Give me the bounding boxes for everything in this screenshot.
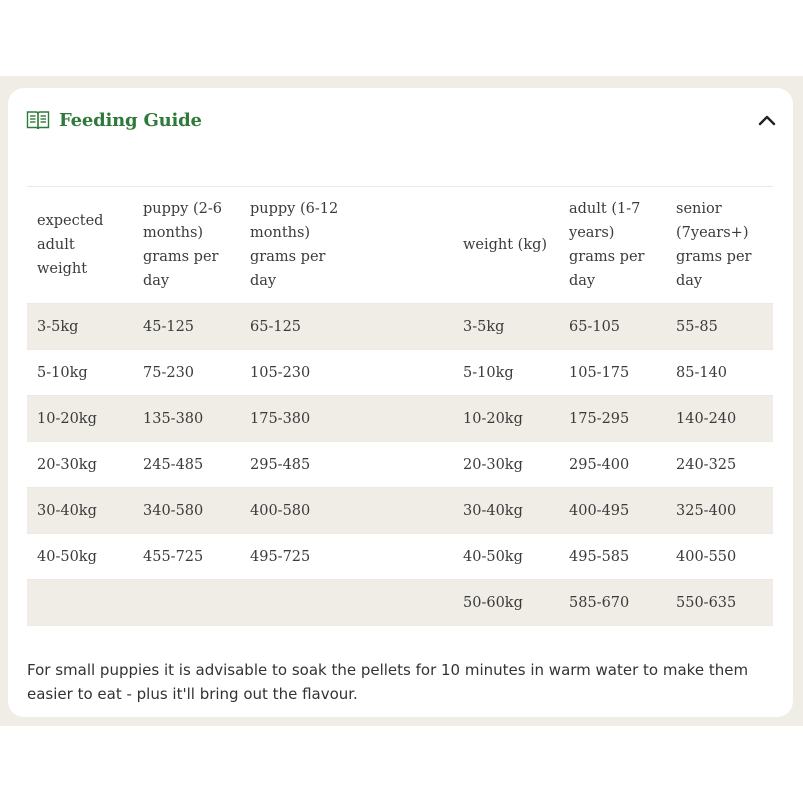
header-cell: puppy (6-12 months) grams per day [250, 201, 339, 289]
table-cell: 75-230 [143, 364, 195, 381]
open-book-icon [26, 109, 50, 131]
table-cell: 400-550 [676, 548, 737, 565]
table-row [27, 350, 773, 396]
table-cell: 105-175 [569, 364, 630, 381]
table-row [27, 396, 773, 442]
table-row [27, 304, 773, 350]
section-title: Feeding Guide [59, 109, 202, 131]
table-row [27, 488, 773, 534]
chevron-up-icon[interactable] [756, 109, 778, 131]
table-cell: 495-585 [569, 548, 630, 565]
table-cell: 65-105 [569, 318, 621, 335]
table-cell: 20-30kg [37, 456, 97, 473]
table-cell: 240-325 [676, 456, 737, 473]
table-cell: 550-635 [676, 594, 737, 611]
table-cell: 340-580 [143, 502, 204, 519]
table-cell: 40-50kg [37, 548, 97, 565]
feeding-guide-panel [8, 88, 793, 717]
table-cell: 65-125 [250, 318, 302, 335]
feeding-table [27, 186, 773, 626]
table-cell: 10-20kg [37, 410, 97, 427]
table-cell: 135-380 [143, 410, 204, 427]
table-cell: 3-5kg [37, 318, 79, 335]
table-row [27, 534, 773, 580]
table-cell: 245-485 [143, 456, 204, 473]
table-cell: 5-10kg [463, 364, 514, 381]
header-cell: weight (kg) [463, 237, 548, 253]
table-cell: 585-670 [569, 594, 630, 611]
table-row [27, 580, 773, 626]
header-cell: puppy (2-6 months) grams per day [143, 201, 222, 289]
table-header-row [27, 187, 773, 304]
table-cell: 175-295 [569, 410, 630, 427]
table-cell: 295-400 [569, 456, 630, 473]
table-cell: 30-40kg [463, 502, 523, 519]
table-cell: 175-380 [250, 410, 311, 427]
header-cell: senior (7years+) grams per day [676, 201, 752, 289]
table-cell: 105-230 [250, 364, 311, 381]
table-cell: 455-725 [143, 548, 204, 565]
table-cell: 400-495 [569, 502, 630, 519]
table-cell: 140-240 [676, 410, 737, 427]
table-cell: 85-140 [676, 364, 728, 381]
table-cell: 50-60kg [463, 594, 523, 611]
table-cell: 40-50kg [463, 548, 523, 565]
header-cell: adult (1-7 years) grams per day [569, 201, 645, 289]
table-row [27, 442, 773, 488]
table-cell: 20-30kg [463, 456, 523, 473]
table-cell: 10-20kg [463, 410, 523, 427]
table-cell: 495-725 [250, 548, 311, 565]
feeding-guide-header[interactable] [26, 100, 778, 140]
table-cell: 30-40kg [37, 502, 97, 519]
table-cell: 55-85 [676, 318, 718, 335]
table-cell: 400-580 [250, 502, 311, 519]
table-cell: 3-5kg [463, 318, 505, 335]
table-cell: 5-10kg [37, 364, 88, 381]
table-cell: 45-125 [143, 318, 195, 335]
table-cell: 325-400 [676, 502, 737, 519]
header-cell: expected adult weight [37, 213, 104, 277]
table-cell: 295-485 [250, 456, 311, 473]
feeding-note: For small puppies it is advisable to soak the pellets for 10 minutes in warm water to make them easier to eat - plus it'll bring out the flavour. [27, 661, 749, 703]
